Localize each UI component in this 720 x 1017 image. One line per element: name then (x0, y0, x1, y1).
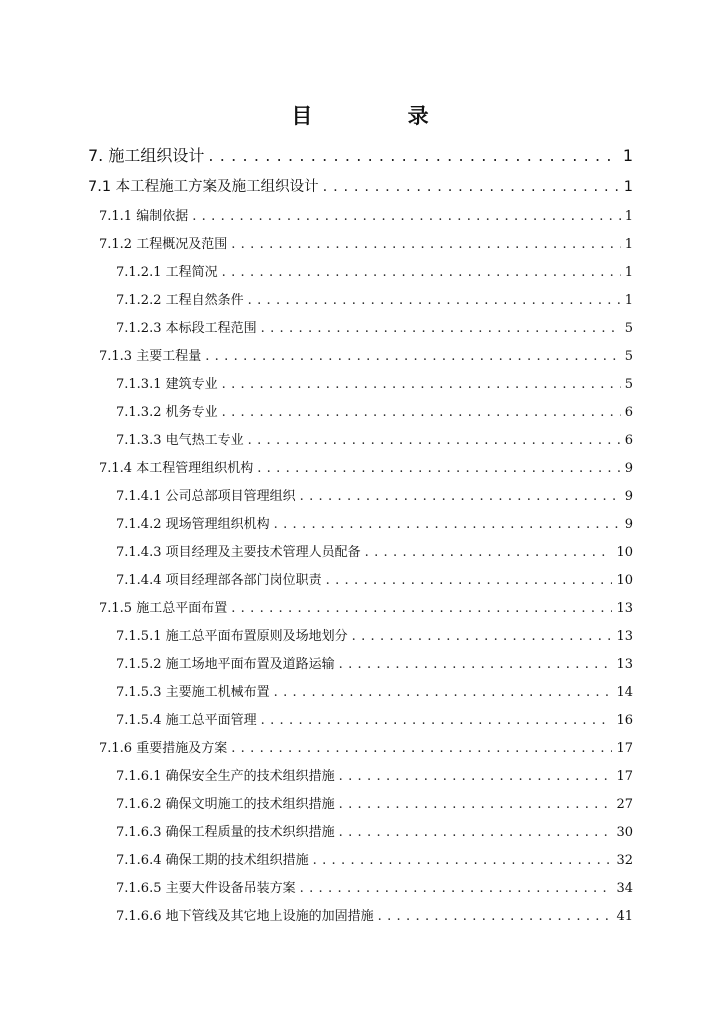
toc-page-number: 41 (616, 909, 633, 924)
toc-leader-dots (313, 847, 613, 875)
toc-entry-label: 7.1.3.3 电气热工专业 (116, 433, 244, 448)
toc-entry-label: 7.1.4.1 公司总部项目管理组织 (116, 489, 296, 504)
toc-entry-label: 7. 施工组织设计 (88, 146, 205, 165)
toc-page-number: 13 (616, 629, 633, 644)
toc-page-number: 13 (616, 657, 633, 672)
toc-leader-dots (365, 539, 613, 567)
toc-page-number: 1 (622, 146, 633, 165)
toc-entry[interactable] (116, 567, 633, 595)
toc-leader-dots (208, 140, 618, 171)
toc-leader-dots (339, 763, 613, 791)
toc-entry-label: 7.1.5.1 施工总平面布置原则及场地划分 (116, 629, 348, 644)
toc-leader-dots (192, 203, 621, 231)
toc-page-number: 9 (624, 517, 633, 532)
toc-entry[interactable] (116, 259, 633, 287)
toc-page-number: 1 (623, 179, 633, 195)
toc-entry-label: 7.1.3 主要工程量 (99, 349, 202, 364)
toc-entry-label: 7.1.6.4 确保工期的技术组织措施 (116, 853, 309, 868)
toc-leader-dots (257, 455, 621, 483)
toc-page-number: 5 (624, 377, 633, 392)
toc-page-number: 16 (616, 713, 633, 728)
toc-leader-dots (352, 623, 613, 651)
toc-entry[interactable] (99, 231, 633, 259)
toc-page-number: 13 (616, 601, 633, 616)
toc-leader-dots (274, 511, 621, 539)
toc-leader-dots (274, 679, 613, 707)
toc-entry[interactable] (88, 140, 633, 171)
toc-page-number: 30 (616, 825, 633, 840)
toc-entry[interactable] (116, 483, 633, 511)
toc-page-number: 17 (616, 741, 633, 756)
toc-entry-label: 7.1.6.5 主要大件设备吊装方案 (116, 881, 296, 896)
toc-entry[interactable] (116, 315, 633, 343)
toc-leader-dots (261, 315, 621, 343)
toc-page-number: 1 (624, 237, 633, 252)
toc-entry[interactable] (116, 819, 633, 847)
toc-leader-dots (222, 399, 621, 427)
toc-entry-label: 7.1.2.2 工程自然条件 (116, 293, 244, 308)
toc-leader-dots (339, 819, 613, 847)
toc-entry[interactable] (99, 595, 633, 623)
toc-entry[interactable] (116, 539, 633, 567)
toc-entry[interactable] (116, 399, 633, 427)
toc-entry[interactable] (116, 847, 633, 875)
toc-page-number: 10 (616, 573, 633, 588)
toc-page-number: 1 (624, 265, 633, 280)
toc-entry[interactable] (116, 371, 633, 399)
toc-leader-dots (222, 259, 621, 287)
toc-entry[interactable] (116, 287, 633, 315)
toc-entry-label: 7.1.2.1 工程简况 (116, 265, 218, 280)
toc-entry-label: 7.1.4.2 现场管理组织机构 (116, 517, 270, 532)
toc-entry-label: 7.1.4 本工程管理组织机构 (99, 461, 254, 476)
toc-entry-label: 7.1.3.2 机务专业 (116, 405, 218, 420)
toc-entry-label: 7.1.1 编制依据 (99, 209, 189, 224)
toc-page-number: 27 (616, 797, 633, 812)
toc-leader-dots (300, 875, 613, 903)
toc-page-number: 34 (616, 881, 633, 896)
toc-entry-label: 7.1.5.3 主要施工机械布置 (116, 685, 270, 700)
toc-leader-dots (231, 735, 612, 763)
toc-entry-label: 7.1.6.6 地下管线及其它地上设施的加固措施 (116, 909, 374, 924)
toc-entry-label: 7.1 本工程施工方案及施工组织设计 (88, 179, 319, 195)
toc-entry[interactable] (116, 623, 633, 651)
toc-entry-label: 7.1.2 工程概况及范围 (99, 237, 228, 252)
toc-entry[interactable] (116, 511, 633, 539)
toc-leader-dots (222, 371, 621, 399)
toc-page-number: 14 (616, 685, 633, 700)
toc-leader-dots (231, 231, 621, 259)
toc-entry[interactable] (99, 455, 633, 483)
toc-leader-dots (339, 791, 613, 819)
toc-entry[interactable] (116, 679, 633, 707)
toc-entry-label: 7.1.6.3 确保工程质量的技术织织措施 (116, 825, 335, 840)
toc-page-number: 1 (624, 209, 633, 224)
toc-page-number: 9 (624, 489, 633, 504)
toc-entry[interactable] (88, 171, 633, 203)
toc-entry[interactable] (99, 203, 633, 231)
toc-entry[interactable] (116, 903, 633, 931)
toc-page-number: 17 (616, 769, 633, 784)
toc-leader-dots (231, 595, 612, 623)
toc-entry[interactable] (99, 343, 633, 371)
toc-entry[interactable] (116, 763, 633, 791)
toc-entry[interactable] (116, 791, 633, 819)
toc-entry-label: 7.1.2.3 本标段工程范围 (116, 321, 257, 336)
toc-leader-dots (339, 651, 613, 679)
toc-leader-dots (326, 567, 613, 595)
toc-page-number: 9 (624, 461, 633, 476)
toc-entry-label: 7.1.4.4 项目经理部各部门岗位职责 (116, 573, 322, 588)
toc-entry-label: 7.1.5.4 施工总平面管理 (116, 713, 257, 728)
table-of-contents (88, 140, 633, 931)
toc-entry-label: 7.1.3.1 建筑专业 (116, 377, 218, 392)
toc-page-number: 5 (624, 349, 633, 364)
toc-page-number: 5 (624, 321, 633, 336)
toc-leader-dots (248, 427, 621, 455)
toc-page-number: 1 (624, 293, 633, 308)
toc-entry[interactable] (99, 735, 633, 763)
toc-leader-dots (300, 483, 621, 511)
toc-entry-label: 7.1.5.2 施工场地平面布置及道路运输 (116, 657, 335, 672)
toc-entry-label: 7.1.6 重要措施及方案 (99, 741, 228, 756)
toc-entry[interactable] (116, 427, 633, 455)
toc-entry[interactable] (116, 651, 633, 679)
toc-entry[interactable] (116, 707, 633, 735)
toc-page-number: 10 (616, 545, 633, 560)
toc-leader-dots (205, 343, 621, 371)
toc-page-number: 32 (616, 853, 633, 868)
toc-leader-dots (323, 171, 620, 203)
toc-leader-dots (248, 287, 621, 315)
toc-entry-label: 7.1.4.3 项目经理及主要技术管理人员配备 (116, 545, 361, 560)
toc-title: 目 录 (291, 104, 473, 128)
toc-page-number: 6 (624, 433, 633, 448)
toc-entry-label: 7.1.6.1 确保安全生产的技术组织措施 (116, 769, 335, 784)
toc-page-number: 6 (624, 405, 633, 420)
toc-entry[interactable] (116, 875, 633, 903)
toc-entry-label: 7.1.5 施工总平面布置 (99, 601, 228, 616)
toc-leader-dots (261, 707, 613, 735)
toc-entry-label: 7.1.6.2 确保文明施工的技术组织措施 (116, 797, 335, 812)
toc-leader-dots (378, 903, 613, 931)
